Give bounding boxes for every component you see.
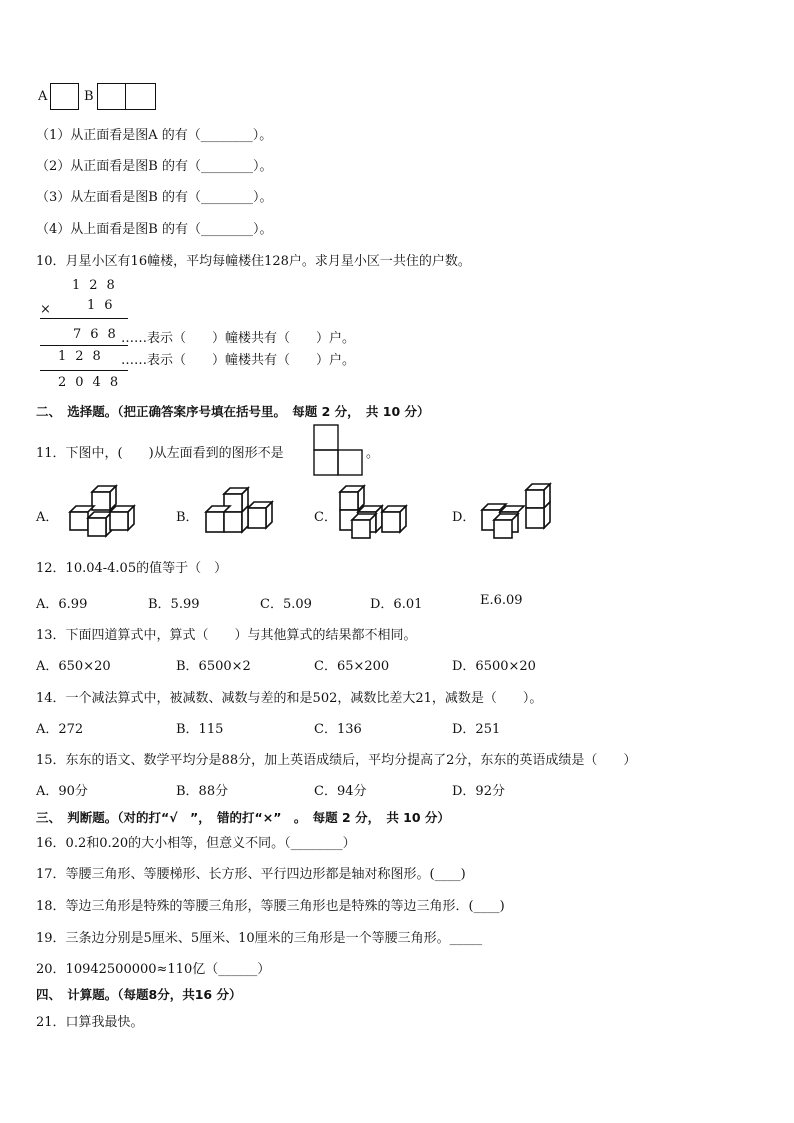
sub-question-3: （3）从左面看是图B 的有（________）。 xyxy=(36,190,273,205)
q15-option-d: D．92分 xyxy=(452,784,505,799)
q13-option-d: D．6500×20 xyxy=(452,659,536,674)
section-2-title: 二、 选择题。（把正确答案序号填在括号里。 每题 2 分， 共 10 分） xyxy=(36,404,430,419)
final-product: 2048 xyxy=(58,375,128,390)
q14-option-c: C．136 xyxy=(314,722,362,737)
section-4-title: 四、 计算题。（每题8分，共16 分） xyxy=(36,987,242,1002)
q11-option-b-cubes xyxy=(204,484,284,540)
sub-question-2: （2）从正面看是图B 的有（________）。 xyxy=(36,159,273,174)
question-15-text: 15．东东的语文、数学平均分是88分，加上英语成绩后，平均分提高了2分，东东的英语成绩是（ ） xyxy=(36,753,637,768)
q14-option-d: D．251 xyxy=(452,722,501,737)
question-14-text: 14．一个减法算式中，被减数、减数与差的和是502，减数比差大21，减数是（ ）。 xyxy=(36,691,543,706)
sub-question-1: （1）从正面看是图A 的有（________）。 xyxy=(36,128,273,143)
judgment-19: 19．三条边分别是5厘米、5厘米、10厘米的三角形是一个等腰三角形。_____ xyxy=(36,931,483,946)
question-21-text: 21．口算我最快。 xyxy=(36,1015,144,1030)
q15-option-a: A．90分 xyxy=(36,784,88,799)
q12-option-d: D．6.01 xyxy=(370,597,423,612)
q11-option-a-label: A． xyxy=(36,510,59,525)
partial-product-1: 768 xyxy=(73,327,125,342)
times-sign: × xyxy=(40,302,51,317)
q12-option-a: A．6.99 xyxy=(36,597,88,612)
q14-option-a: A．272 xyxy=(36,722,84,737)
q11-option-c-cubes xyxy=(338,482,418,540)
q13-option-b: B．6500×2 xyxy=(176,659,251,674)
q15-option-c: C．94分 xyxy=(314,784,367,799)
judgment-16: 16．0.2和0.20的大小相等，但意义不同。（________） xyxy=(36,836,356,851)
question-13-text: 13．下面四道算式中，算式（ ）与其他算式的结果都不相同。 xyxy=(36,628,417,643)
q13-option-c: C．65×200 xyxy=(314,659,390,674)
multiply-line-1 xyxy=(40,318,128,319)
q13-option-a: A．650×20 xyxy=(36,659,111,674)
q12-option-e: E.6.09 xyxy=(480,593,523,608)
section-3-title: 三、 判断题。（对的打“√ ”， 错的打“×” 。 每题 2 分， 共 10 分） xyxy=(36,810,450,825)
q11-option-a-cubes xyxy=(66,484,146,540)
multiply-line-2 xyxy=(40,345,128,346)
q11-option-c-label: C． xyxy=(314,510,337,525)
question-11-text-end: 。 xyxy=(366,446,380,461)
q14-option-b: B．115 xyxy=(176,722,224,737)
judgment-17: 17．等腰三角形、等腰梯形、长方形、平行四边形都是轴对称图形。(____) xyxy=(36,867,466,882)
figure-a-label: A xyxy=(38,89,48,104)
q11-option-b-label: B． xyxy=(176,510,199,525)
figure-a-square xyxy=(50,83,79,110)
left-view-figure xyxy=(313,424,365,478)
q12-option-b: B．5.99 xyxy=(148,597,200,612)
figure-b-square-right xyxy=(125,83,156,110)
q11-option-d-cubes xyxy=(480,482,560,540)
partial-note-1: ……表示（ ）幢楼共有（ ）户。 xyxy=(121,331,356,346)
q15-option-b: B．88分 xyxy=(176,784,229,799)
judgment-18: 18．等边三角形是特殊的等腰三角形，等腰三角形也是特殊的等边三角形．(____) xyxy=(36,899,505,914)
question-12-text: 12．10.04-4.05的值等于（ ） xyxy=(36,561,228,576)
question-11-text: 11．下图中，( )从左面看到的图形不是 xyxy=(36,446,284,461)
question-10-text: 10．月星小区有16幢楼，平均每幢楼住128户。求月星小区一共住的户数。 xyxy=(36,254,471,269)
sub-question-4: （4）从上面看是图B 的有（________）。 xyxy=(36,222,273,237)
multiply-line-3 xyxy=(40,370,128,371)
q11-option-d-label: D． xyxy=(452,510,476,525)
partial-note-2: ……表示（ ）幢楼共有（ ）户。 xyxy=(121,353,356,368)
partial-product-2: 128 xyxy=(58,349,110,364)
figure-b-label: B xyxy=(84,89,94,104)
q12-option-c: C．5.09 xyxy=(260,597,312,612)
multiplicand: 128 xyxy=(72,278,124,293)
multiplier: 16 xyxy=(87,298,122,313)
figure-b-square-left xyxy=(97,83,127,110)
judgment-20: 20．10942500000≈110亿（______） xyxy=(36,962,271,977)
